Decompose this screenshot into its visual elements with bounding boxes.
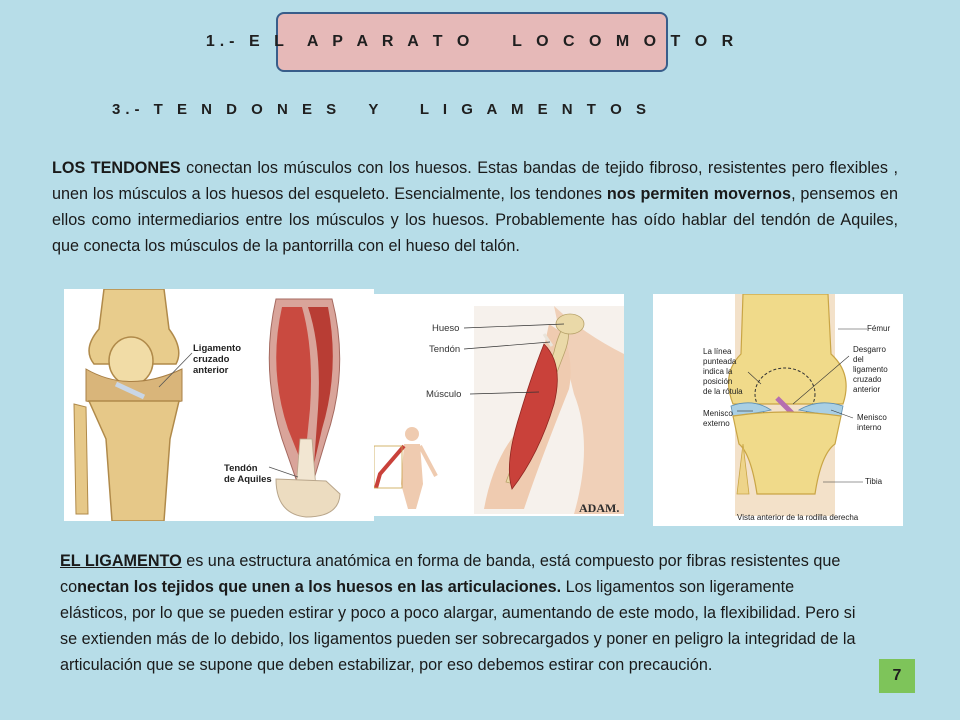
tear-label-4: cruzado (853, 375, 882, 384)
ligament-lead: EL LIGAMENTO (60, 552, 182, 570)
muscle-label: Músculo (426, 389, 462, 400)
achilles-label-line2: de Aquiles (224, 474, 272, 485)
chapter-title: 1.- E L A P A R A T O L O C O M O T O R (276, 12, 668, 72)
acl-label-line2: cruzado (193, 354, 230, 365)
knee-achilles-drawing (64, 289, 374, 521)
knee-front-illustration (653, 294, 903, 526)
dotted-line-label-5: de la rótula (703, 387, 743, 396)
knee-caption: Vista anterior de la rodilla derecha (737, 513, 859, 522)
ligament-paragraph (60, 548, 860, 678)
tendons-lead: LOS TENDONES (52, 159, 181, 177)
ligament-emphasis: nectan los tejidos que unen a los huesos en las articulaciones. (77, 578, 562, 596)
page-number: 7 (879, 659, 915, 693)
tear-label-3: ligamento (853, 365, 888, 374)
dotted-line-label-2: punteada (703, 357, 737, 366)
tendons-emphasis: nos permiten movernos (606, 185, 792, 203)
tendons-paragraph (52, 155, 898, 259)
lateral-meniscus-label-2: externo (703, 419, 730, 428)
tendons-text-2: , pensemos en ellos como intermediarios entre los músculos y los huesos. Probablemente has oído hablar del tendón de Aquiles, que conecta los músculos de la pantorrilla con el hueso del talón. (52, 185, 898, 255)
tear-label-1: Desgarro (853, 345, 886, 354)
knee-achilles-illustration (64, 289, 374, 521)
dotted-line-label-4: posición (703, 377, 733, 386)
acl-label-line1: Ligamento (193, 343, 242, 354)
tendons-text-1: conectan los músculos con los huesos. Estas bandas de tejido fibroso, resistentes pero flexibles , unen los músculos a los huesos del esqueleto. Esencialmente, los tendones (52, 159, 898, 203)
tear-label-5: anterior (853, 385, 881, 394)
tendon-label: Tendón (429, 344, 461, 355)
medial-meniscus-label-2: interno (857, 423, 882, 432)
ligament-text-2: Los ligamentos son ligeramente elásticos, por lo que se pueden estirar y poco a poco alargar, aumentando de este modo, la flexibilidad. Pero si se extienden más de lo debido, los ligamentos pueden ser sobrecargados y poner en peligro la integridad de la articulación que se supone que deben estabilizar, por eso debemos estirar con precaución. (60, 578, 856, 674)
dotted-line-label-1: La línea (703, 347, 732, 356)
tear-label-2: del (853, 355, 864, 364)
dotted-line-label-3: indica la (703, 367, 733, 376)
medial-meniscus-label-1: Menisco (857, 413, 887, 422)
achilles-label-line1: Tendón (224, 463, 258, 474)
bone-label: Hueso (432, 323, 460, 334)
lateral-meniscus-label-1: Menisco (703, 409, 733, 418)
femur-label: Fémur (867, 324, 891, 333)
section-title: 3.- T E N D O N E S Y L I G A M E N T O S (112, 101, 651, 118)
knee-front-drawing (653, 294, 903, 526)
tibia-label: Tibia (865, 477, 883, 486)
adam-credit: ADAM. (579, 501, 620, 515)
ligament-text-1: es una estructura anatómica en forma de banda, está compuesto por fibras resistentes que co (60, 552, 841, 596)
arm-muscle-illustration (374, 294, 624, 516)
arm-drawing (374, 294, 624, 516)
acl-label-line3: anterior (193, 365, 229, 376)
